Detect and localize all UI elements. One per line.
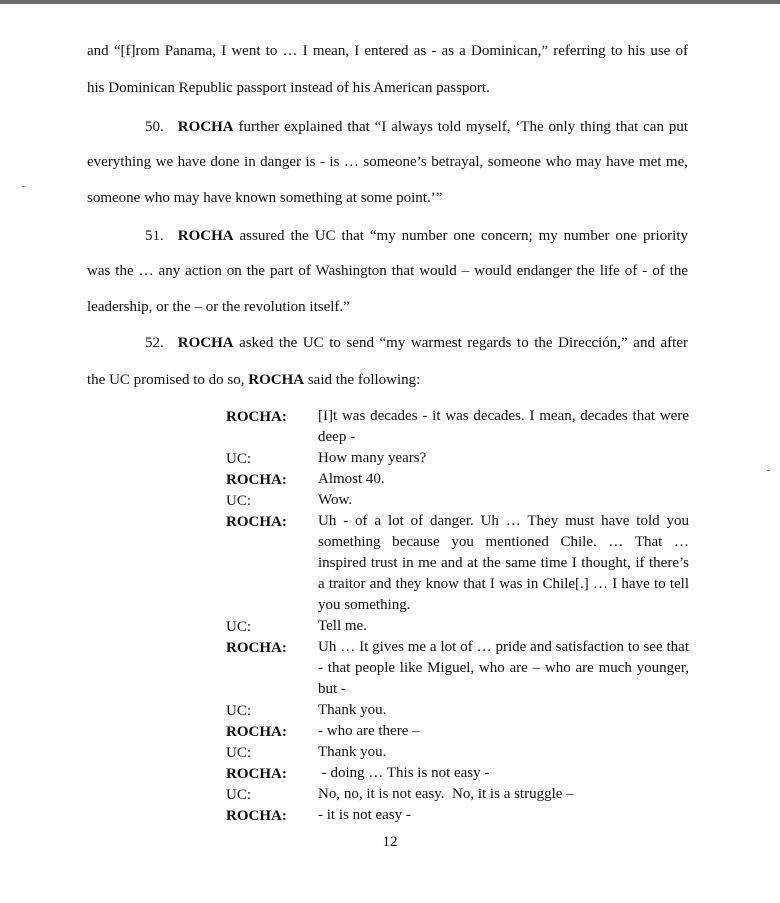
paragraph-text: his Dominican Republic passport instead of his American passport. [87, 80, 490, 96]
paragraph-text: the UC promised to do so, [87, 372, 249, 388]
speaker-name: ROCHA [177, 228, 234, 244]
transcript-speaker: ROCHA: [226, 514, 287, 530]
transcript-text [318, 616, 689, 637]
transcript-speaker: ROCHA: [226, 472, 287, 488]
speaker-name: ROCHA [177, 119, 234, 135]
transcript-line: a traitor and they know that I was in Chile[.] … I have to tell [318, 576, 689, 592]
paragraph-text: was the … any action on the part of Washington that would – would endanger the life of - of the [87, 263, 688, 279]
transcript-text [318, 469, 689, 490]
paragraph-line [87, 189, 442, 207]
transcript-speaker: UC: [226, 703, 252, 719]
paragraph-text: said the following: [304, 372, 421, 388]
transcript-line: Thank you. [318, 702, 387, 718]
transcript-speaker: UC: [226, 787, 252, 803]
transcript-line: deep - [318, 429, 356, 445]
transcript-speaker: UC: [226, 451, 252, 467]
transcript-line: Uh - of a lot of danger. Uh … They must have told you [318, 513, 689, 529]
transcript-text [318, 721, 689, 742]
transcript-speaker: ROCHA: [226, 640, 287, 656]
transcript-line: Thank you. [318, 744, 387, 760]
page-number: 12 [382, 834, 398, 850]
viewer-top-border [0, 0, 780, 4]
paragraph-line [87, 42, 688, 60]
transcript-line: you something. [318, 597, 411, 613]
paragraph-line [87, 262, 688, 280]
paragraph-text: further explained that “I always told myself, ‘The only thing that can put [233, 119, 688, 135]
paragraph-text: everything we have done in danger is - is … someone’s betrayal, someone who may have met me, [87, 154, 688, 170]
transcript-line: Wow. [318, 492, 353, 508]
transcript-speaker: UC: [226, 619, 252, 635]
numbered-paragraph-line [145, 118, 688, 136]
transcript-speaker: UC: [226, 745, 252, 761]
paragraph-line [87, 371, 420, 389]
scan-mark [22, 186, 25, 187]
speaker-name: ROCHA [248, 372, 305, 388]
transcript-line: [I]t was decades - it was decades. I mean, decades that were [318, 408, 689, 424]
transcript-speaker: UC: [226, 493, 252, 509]
transcript-line: - doing … This is not easy - [318, 765, 490, 781]
paragraph-line [87, 153, 688, 171]
transcript-text [318, 700, 689, 721]
transcript-line: - it is not easy - [318, 807, 411, 823]
paragraph-number: 51. [145, 228, 164, 244]
speaker-name: ROCHA [177, 335, 234, 351]
transcript-line: - who are there – [318, 723, 420, 739]
paragraph-number: 52. [145, 335, 164, 351]
transcript-text [318, 490, 689, 511]
transcript-line: How many years? [318, 450, 427, 466]
numbered-paragraph-line [145, 334, 688, 352]
transcript-speaker: ROCHA: [226, 766, 287, 782]
transcript-text [318, 511, 689, 616]
paragraph-text: and “[f]rom Panama, I went to … I mean, I entered as - as a Dominican,” referring to his use of [87, 43, 688, 59]
transcript-text [318, 784, 689, 805]
paragraph-text: leadership, or the – or the revolution itself.” [87, 299, 350, 315]
transcript-line: - that people like Miguel, who are – who are much younger, [318, 660, 689, 676]
transcript-speaker: ROCHA: [226, 409, 287, 425]
paragraph-text: assured the UC that “my number one concern; my number one priority [233, 228, 688, 244]
transcript-line: Uh … It gives me a lot of … pride and satisfaction to see that [318, 639, 689, 655]
numbered-paragraph-line [145, 227, 688, 245]
paragraph-text: asked the UC to send “my warmest regards to the Dirección,” and after [233, 335, 688, 351]
transcript-speaker: ROCHA: [226, 724, 287, 740]
transcript-line: Tell me. [318, 618, 367, 634]
paragraph-line [87, 298, 350, 316]
transcript-line: Almost 40. [318, 471, 385, 487]
transcript-text [318, 406, 689, 448]
transcript-text [318, 742, 689, 763]
transcript-text [318, 805, 689, 826]
transcript-text [318, 763, 689, 784]
paragraph-text: someone who may have known something at some point.’” [87, 190, 443, 206]
transcript-line: something because you mentioned Chile. … That … [318, 534, 689, 550]
paragraph-line [87, 79, 490, 97]
transcript-line: but - [318, 681, 346, 697]
paragraph-number: 50. [145, 119, 164, 135]
transcript-line: No, no, it is not easy. No, it is a struggle – [318, 786, 574, 802]
transcript-speaker: ROCHA: [226, 808, 287, 824]
scan-mark [767, 470, 770, 471]
transcript-line: inspired trust in me and at the same time I thought, if there’s [318, 555, 689, 571]
transcript-text [318, 448, 689, 469]
transcript-text [318, 637, 689, 700]
